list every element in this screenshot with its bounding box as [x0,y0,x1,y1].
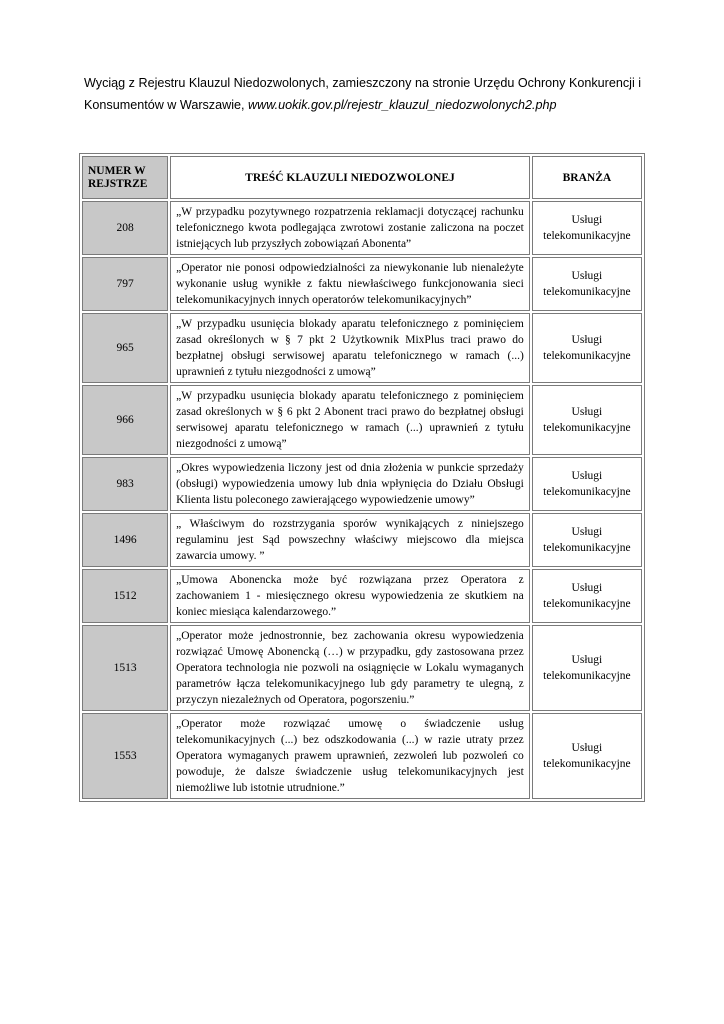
branch: Usługi telekomunikacyjne [532,257,642,311]
register-number: 1496 [82,513,168,567]
clause-text: „Umowa Abonencka może być rozwiązana przez Operatora z zachowaniem 1 - miesięcznego okresu wypowiedzenia ze skutkiem na koniec miesiąca kalendarzowego.” [170,569,530,623]
document-header [84,72,664,116]
table-row [82,385,642,455]
register-number: 208 [82,201,168,255]
register-number: 797 [82,257,168,311]
branch: Usługi telekomunikacyjne [532,201,642,255]
register-number: 983 [82,457,168,511]
register-number: 965 [82,313,168,383]
table-row [82,713,642,799]
clause-text: „Okres wypowiedzenia liczony jest od dnia złożenia w punkcie sprzedaży (obsługi) wypowiedzenia umowy lub dnia wpłynięcia do Działu Obsługi Klienta listu poleconego zawierającego wypowiedzenie umowy” [170,457,530,511]
table-row [82,625,642,711]
clause-text: „W przypadku usunięcia blokady aparatu telefonicznego z pominięciem zasad określonych w § 7 pkt 2 Użytkownik MixPlus traci prawo do bezpłatnej obsługi serwisowej aparatu telefonicznego w ramach (...) uprawnień z tytułu niezgodności z umową” [170,313,530,383]
table-row [82,457,642,511]
column-header-number: NUMER W REJSTRZE [82,156,168,199]
clauses-register-table [79,153,645,802]
register-number: 1512 [82,569,168,623]
clause-text: „W przypadku pozytywnego rozpatrzenia reklamacji dotyczącej rachunku telefonicznego kwota podlegająca zwrotowi zostanie zaliczona na poczet istniejących lub przyszłych zobowiązań Abonenta” [170,201,530,255]
register-number: 1553 [82,713,168,799]
branch: Usługi telekomunikacyjne [532,313,642,383]
table-row [82,201,642,255]
branch: Usługi telekomunikacyjne [532,713,642,799]
column-header-branch: BRANŻA [532,156,642,199]
table-row [82,513,642,567]
register-number: 1513 [82,625,168,711]
branch: Usługi telekomunikacyjne [532,625,642,711]
table-row [82,569,642,623]
table-row [82,257,642,311]
branch: Usługi telekomunikacyjne [532,457,642,511]
clause-text: „Operator nie ponosi odpowiedzialności za niewykonanie lub nienależyte wykonanie usług wynikłe z faktu niewłaściwego funkcjonowania sieci telekomunikacyjnych innych operatorów telekomunikacyjnych” [170,257,530,311]
table-row [82,313,642,383]
branch: Usługi telekomunikacyjne [532,513,642,567]
table-body [82,201,642,799]
header-line-1: Wyciąg z Rejestru Klauzul Niedozwolonych, zamieszczony na stronie Urzędu Ochrony Konkurencji i [84,76,642,90]
clause-text: „ Właściwym do rozstrzygania sporów wynikających z niniejszego regulaminu jest Sąd powszechny właściwy miejscowo dla miejsca zawarcia umowy. ” [170,513,530,567]
branch: Usługi telekomunikacyjne [532,385,642,455]
header-url: www.uokik.gov.pl/rejestr_klauzul_niedozwolonych2.php [248,98,557,112]
clause-text: „Operator może rozwiązać umowę o świadczenie usług telekomunikacyjnych (...) bez odszkodowania (...) w razie utraty przez Operatora wymaganych prawem uprawnień, zezwoleń lub pozwoleń co powoduje, że dalsze świadczenie usług telekomunikacyjnych jest niemożliwe lub istotnie utrudnione.” [170,713,530,799]
clause-text: „W przypadku usunięcia blokady aparatu telefonicznego z pominięciem zasad określonych w § 6 pkt 2 Abonent traci prawo do bezpłatnej obsługi serwisowej aparatu telefonicznego w ramach (...) uprawnień z tytułu niezgodności z umową” [170,385,530,455]
clause-text: „Operator może jednostronnie, bez zachowania okresu wypowiedzenia rozwiązać Umowę Abonencką (…) w przypadku, gdy zastosowana przez Operatora technologia nie pozwoli na osiągnięcie w Lokalu wymaganych parametrów łącza telekomunikacyjnego lub gdy parametry te ulegną, z przyczyn niezależnych od Operatora, pogorszeniu.” [170,625,530,711]
branch: Usługi telekomunikacyjne [532,569,642,623]
register-number: 966 [82,385,168,455]
column-header-clause-text: TREŚĆ KLAUZULI NIEDOZWOLONEJ [170,156,530,199]
header-line-2 [84,94,664,116]
header-line-2-text: Konsumentów w Warszawie, [84,98,249,112]
table-header-row [82,156,642,199]
